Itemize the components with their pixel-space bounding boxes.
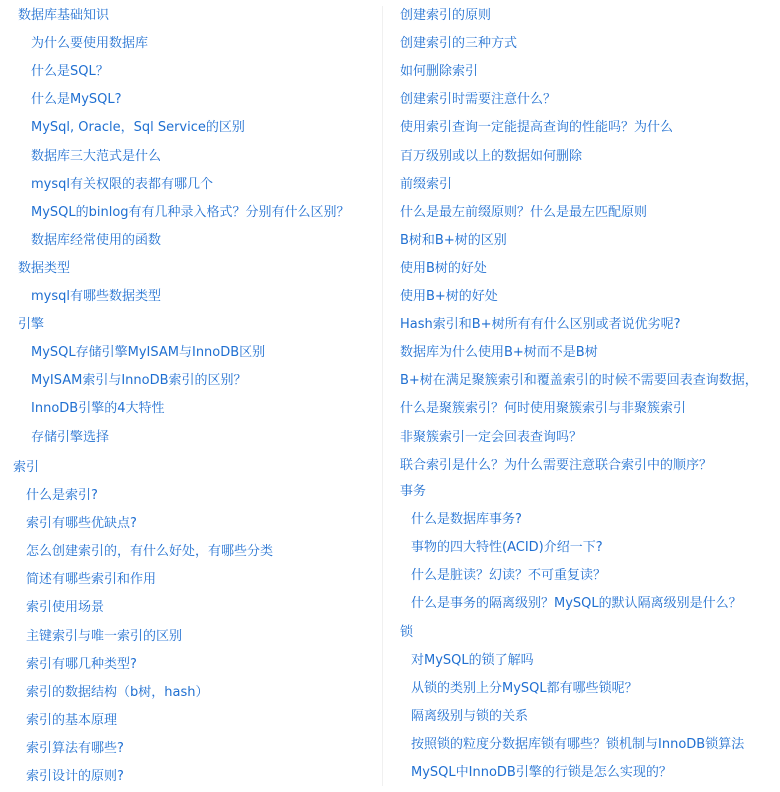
toc-item-link[interactable]: 联合索引是什么？为什么需要注意联合索引中的顺序？ (400, 457, 713, 473)
toc-section-heading[interactable]: 锁 (400, 624, 414, 640)
toc-item-link[interactable]: 隔离级别与锁的关系 (411, 708, 529, 724)
toc-section-heading[interactable]: 数据类型 (18, 260, 71, 276)
toc-item-link[interactable]: 创建索引时需要注意什么？ (400, 92, 557, 108)
toc-section-heading[interactable]: 引擎 (18, 317, 45, 333)
toc-item-link[interactable]: 按照锁的粒度分数据库锁有哪些？锁机制与InnoDB锁算法 (411, 736, 745, 752)
toc-item-link[interactable]: 索引有哪几种类型? (26, 656, 137, 672)
toc-item-link[interactable]: 怎么创建索引的，有什么好处，有哪些分类 (26, 544, 274, 560)
toc-item-link[interactable]: 事物的四大特性(ACID)介绍一下? (411, 540, 603, 556)
toc-item-link[interactable]: 索引有哪些优缺点? (26, 516, 137, 532)
toc-item-link[interactable]: 什么是SQL？ (31, 64, 109, 80)
toc-section-heading[interactable]: 事务 (400, 484, 427, 499)
toc-item-link[interactable]: 索引的基本原理 (26, 712, 118, 728)
toc-item-link[interactable]: B树和B+树的区别 (400, 232, 507, 248)
toc-item-link[interactable]: 使用B+树的好处 (400, 289, 498, 304)
toc-item-link[interactable]: 数据库为什么使用B+树而不是B树 (400, 345, 598, 361)
toc-item-link[interactable]: 对MySQL的锁了解吗 (411, 652, 534, 668)
toc-item-link[interactable]: 使用B树的好处 (400, 260, 487, 276)
toc-item-link[interactable]: MySQL的binlog有有几种录入格式？分别有什么区别？ (31, 204, 350, 220)
toc-item-link[interactable]: mysql有哪些数据类型 (31, 289, 161, 304)
column-divider (382, 6, 383, 786)
toc-item-link[interactable]: 什么是索引? (26, 488, 98, 503)
toc-item-link[interactable]: MyISAM索引与InnoDB索引的区别？ (31, 373, 247, 389)
toc-item-link[interactable]: 索引的数据结构（b树，hash） (26, 684, 209, 700)
toc-item-link[interactable]: 如何删除索引 (400, 64, 479, 80)
toc-item-link[interactable]: MySQL中InnoDB引擎的行锁是怎么实现的？ (411, 765, 672, 780)
toc-item-link[interactable]: 索引使用场景 (26, 600, 105, 616)
toc-item-link[interactable]: 创建索引的原则 (400, 8, 492, 23)
toc-section-heading[interactable]: 索引 (13, 460, 40, 475)
toc-item-link[interactable]: 什么是聚簇索引？何时使用聚簇索引与非聚簇索引 (400, 401, 687, 417)
toc-item-link[interactable]: Hash索引和B+树所有有什么区别或者说优劣呢? (400, 317, 681, 333)
toc-item-link[interactable]: 前缀索引 (400, 176, 453, 192)
toc-item-link[interactable]: 非聚簇索引一定会回表查询吗？ (400, 429, 583, 445)
toc-item-link[interactable]: 创建索引的三种方式 (400, 36, 518, 52)
toc-item-link[interactable]: 百万级别或以上的数据如何删除 (400, 148, 583, 164)
toc-item-link[interactable]: 存储引擎选择 (31, 429, 110, 445)
toc-item-link[interactable]: 数据库经常使用的函数 (31, 232, 162, 248)
toc-item-link[interactable]: MySQL存储引擎MyISAM与InnoDB区别 (31, 345, 266, 361)
toc-item-link[interactable]: 索引设计的原则? (26, 769, 124, 784)
toc-item-link[interactable]: 数据库三大范式是什么 (31, 148, 162, 164)
toc-item-link[interactable]: 从锁的类别上分MySQL都有哪些锁呢？ (411, 680, 638, 696)
toc-item-link[interactable]: 为什么要使用数据库 (31, 36, 149, 52)
toc-item-link[interactable]: 使用索引查询一定能提高查询的性能吗？为什么 (400, 120, 674, 136)
toc-item-link[interactable]: 主键索引与唯一索引的区别 (26, 628, 183, 644)
toc-item-link[interactable]: mysql有关权限的表都有哪几个 (31, 176, 213, 192)
toc-item-link[interactable]: 什么是MySQL? (31, 92, 122, 108)
toc-item-link[interactable]: 什么是最左前缀原则？什么是最左匹配原则 (400, 204, 648, 220)
toc-item-link[interactable]: InnoDB引擎的4大特性 (31, 401, 165, 417)
toc-item-link[interactable]: 什么是数据库事务? (411, 512, 522, 528)
toc-item-link[interactable]: 简述有哪些索引和作用 (26, 572, 157, 588)
toc-item-link[interactable]: MySql, Oracle，Sql Service的区别 (31, 120, 245, 136)
toc-section-heading[interactable]: 数据库基础知识 (18, 8, 110, 23)
toc-item-link[interactable]: 什么是事务的隔离级别？MySQL的默认隔离级别是什么？ (411, 596, 742, 612)
toc-item-link[interactable]: 索引算法有哪些? (26, 740, 124, 756)
toc-item-link[interactable]: B+树在满足聚簇索引和覆盖索引的时候不需要回表查询数据， (400, 373, 758, 389)
toc-item-link[interactable]: 什么是脏读？幻读？不可重复读？ (411, 568, 607, 584)
